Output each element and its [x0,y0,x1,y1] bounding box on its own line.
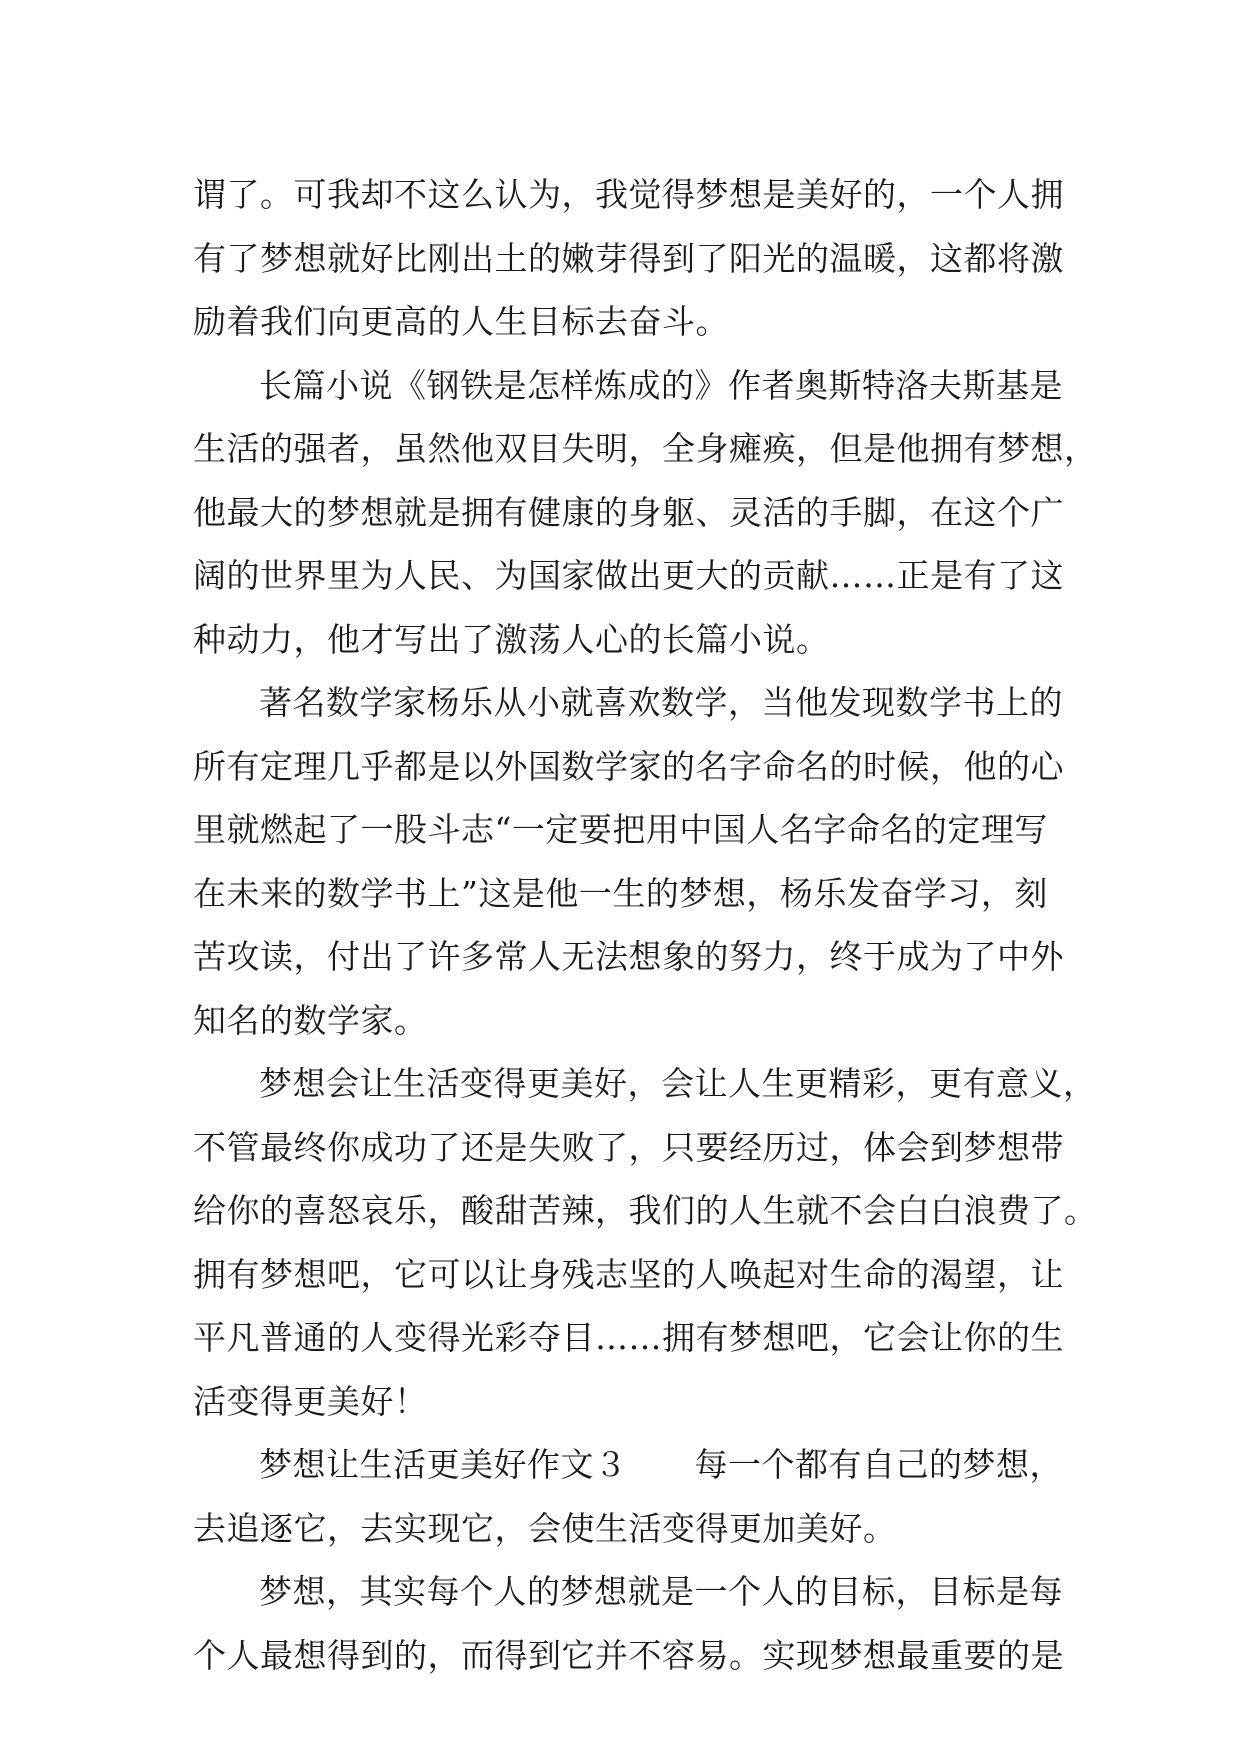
text-line: 所有定理几乎都是以外国数学家的名字命名的时候，他的心 [193,746,1064,786]
text-line: 生活的强者，虽然他双目失明，全身瘫痪，但是他拥有梦想， [193,429,1098,468]
text-line: 活变得更美好！ [193,1381,428,1421]
essay-body [193,163,1098,1687]
paragraph-first-line: 梦想让生活更美好作文３ 每一个都有自己的梦想， [259,1445,1063,1484]
text-line: 在未来的数学书上”这是他一生的梦想，杨乐发奋学习，刻 [193,873,1048,913]
text-line: 去追逐它，去实现它，会使生活变得更加美好。 [193,1508,897,1548]
paragraph-first-line: 梦想，其实每个人的梦想就是一个人的目标，目标是每 [259,1572,1063,1611]
text-line: 苦攻读，付出了许多常人无法想象的努力，终于成为了中外 [193,937,1064,976]
text-line: 他最大的梦想就是拥有健康的身躯、灵活的手脚，在这个广 [193,492,1064,532]
paragraph-first-line: 长篇小说《钢铁是怎样炼成的》作者奥斯特洛夫斯基是 [259,365,1063,405]
paragraph-first-line: 著名数学家杨乐从小就喜欢数学，当他发现数学书上的 [259,683,1063,722]
text-line: 给你的喜怒哀乐，酸甜苦辣，我们的人生就不会白白浪费了。 [193,1191,1098,1230]
text-line: 有了梦想就好比刚出土的嫩芽得到了阳光的温暖，这都将激 [193,238,1064,278]
text-line: 知名的数学家。 [193,1000,428,1040]
text-line: 不管最终你成功了还是失败了，只要经历过，体会到梦想带 [193,1127,1064,1167]
text-line: 谓了。可我却不这么认为，我觉得梦想是美好的，一个人拥 [193,175,1064,214]
paragraph-first-line: 梦想会让生活变得更美好，会让人生更精彩，更有意义， [259,1064,1097,1103]
text-line: 励着我们向更高的人生目标去奋斗。 [193,302,729,341]
text-line: 种动力，他才写出了激荡人心的长篇小说。 [193,619,830,659]
text-line: 个人最想得到的，而得到它并不容易。实现梦想最重要的是 [193,1635,1064,1675]
text-line: 里就燃起了一股斗志“一定要把用中国人名字命名的定理写 [193,810,1048,849]
text-line: 拥有梦想吧，它可以让身残志坚的人唤起对生命的渴望，让 [193,1254,1064,1294]
text-line: 平凡普通的人变得光彩夺目……拥有梦想吧，它会让你的生 [193,1318,1064,1357]
text-line: 阔的世界里为人民、为国家做出更大的贡献……正是有了这 [193,556,1064,595]
